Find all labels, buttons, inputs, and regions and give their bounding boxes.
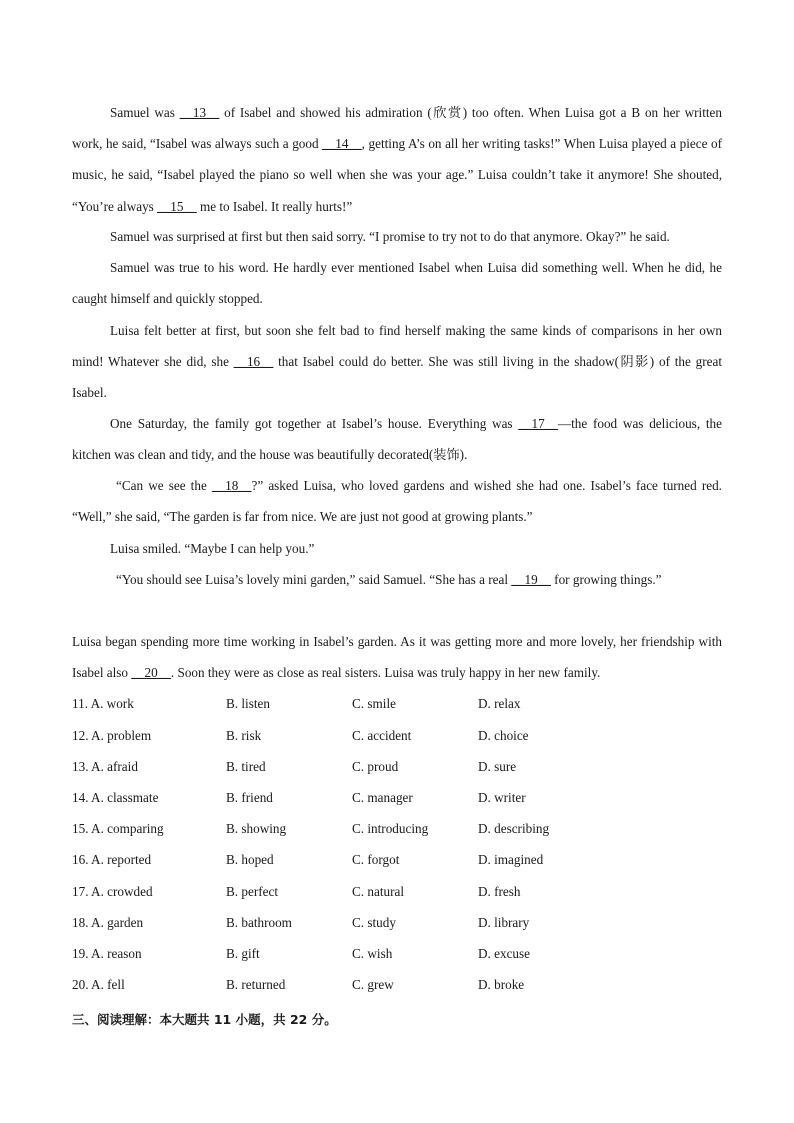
option-row-16 xyxy=(72,850,722,870)
option-b[interactable]: B. tired xyxy=(226,759,266,774)
paragraph-4 xyxy=(72,315,722,409)
option-c[interactable]: C. forgot xyxy=(352,852,400,867)
option-d[interactable]: D. broke xyxy=(478,977,525,992)
paragraph-1 xyxy=(72,97,722,222)
text: Samuel was xyxy=(110,105,180,120)
text: me to Isabel. It really hurts!” xyxy=(196,198,353,214)
option-a[interactable]: 11. A. work xyxy=(72,696,134,711)
option-a[interactable]: 18. A. garden xyxy=(72,915,144,930)
option-b[interactable]: B. returned xyxy=(226,977,286,992)
option-a[interactable]: 19. A. reason xyxy=(72,946,142,961)
paragraph-6 xyxy=(72,470,722,532)
option-row-20 xyxy=(72,975,722,995)
option-b[interactable]: B. risk xyxy=(226,728,262,743)
blank-20: __20__ xyxy=(131,665,171,681)
text: for growing things.” xyxy=(550,572,662,587)
paragraph-2: Samuel was surprised at first but then said sorry. “I promise to try not to do that anymore. Okay?” he said. xyxy=(110,229,670,244)
option-d[interactable]: D. choice xyxy=(478,728,529,743)
blank-17: __17__ xyxy=(518,416,558,431)
blank-18: __18__ xyxy=(211,478,252,493)
option-b[interactable]: B. hoped xyxy=(226,852,274,867)
option-c[interactable]: C. introducing xyxy=(352,821,429,836)
option-row-14 xyxy=(72,788,722,808)
blank-19: __19__ xyxy=(511,572,551,587)
option-a[interactable]: 13. A. afraid xyxy=(72,759,138,774)
option-a[interactable]: 16. A. reported xyxy=(72,852,152,867)
option-b[interactable]: B. friend xyxy=(226,790,273,805)
option-d[interactable]: D. excuse xyxy=(478,946,530,961)
blank-13: __13__ xyxy=(179,105,220,120)
text: ?” asked Luisa, who loved gardens and wished she had one. Isabel’s face turned red. “Well,” she said, “The garden is far from nice. We are just not good at growing plants.” xyxy=(72,478,722,525)
option-b[interactable]: B. bathroom xyxy=(226,915,292,930)
option-a[interactable]: 20. A. fell xyxy=(72,977,125,992)
option-row-19 xyxy=(72,944,722,964)
blank-16: __16__ xyxy=(233,354,274,370)
option-c[interactable]: C. study xyxy=(352,915,396,930)
text: , getting A’s on all her writing tasks!” When Luisa played a piece of music, he said, “Isabel played the piano so well when she was your age.” Luisa couldn’t take it anymore! She shouted, “You’re always xyxy=(72,136,722,214)
paragraph-3: Samuel was true to his word. He hardly ever mentioned Isabel when Luisa did something well. When he did, he caught himself and quickly stopped. xyxy=(72,260,722,307)
text: of Isabel and showed his admiration (欣赏) too often. When Luisa got a B on her written work, he said, “Isabel was always such a good xyxy=(72,105,722,152)
option-c[interactable]: C. natural xyxy=(352,884,405,899)
option-a[interactable]: 14. A. classmate xyxy=(72,790,159,805)
option-d[interactable]: D. fresh xyxy=(478,884,521,899)
blank-15: __15__ xyxy=(157,198,197,214)
option-row-18 xyxy=(72,913,722,933)
paragraph-9 xyxy=(72,626,722,688)
option-c[interactable]: C. smile xyxy=(352,696,396,711)
text: One Saturday, the family got together at Isabel’s house. Everything was xyxy=(110,416,519,431)
option-row-17 xyxy=(72,882,722,902)
option-row-15 xyxy=(72,819,722,839)
option-a[interactable]: 12. A. problem xyxy=(72,728,152,743)
text: “Can we see the xyxy=(116,478,212,493)
option-b[interactable]: B. listen xyxy=(226,696,270,711)
option-c[interactable]: C. wish xyxy=(352,946,393,961)
option-a[interactable]: 15. A. comparing xyxy=(72,821,164,836)
option-d[interactable]: D. library xyxy=(478,915,530,930)
paragraph-5 xyxy=(72,408,722,470)
option-b[interactable]: B. showing xyxy=(226,821,287,836)
text: “You should see Luisa’s lovely mini garden,” said Samuel. “She has a real xyxy=(116,572,512,587)
option-c[interactable]: C. proud xyxy=(352,759,399,774)
text: . Soon they were as close as real sisters. Luisa was truly happy in her new family. xyxy=(170,665,601,681)
text: Luisa felt better at first, but soon she felt bad to find herself making the same kinds of comparisons in her own mind! Whatever she did, she xyxy=(72,323,722,370)
option-c[interactable]: C. manager xyxy=(352,790,413,805)
option-a[interactable]: 17. A. crowded xyxy=(72,884,153,899)
option-d[interactable]: D. writer xyxy=(478,790,526,805)
option-d[interactable]: D. imagined xyxy=(478,852,544,867)
option-row-13 xyxy=(72,757,722,777)
option-d[interactable]: D. sure xyxy=(478,759,517,774)
option-d[interactable]: D. relax xyxy=(478,696,521,711)
option-row-11 xyxy=(72,694,722,714)
option-b[interactable]: B. gift xyxy=(226,946,260,961)
option-d[interactable]: D. describing xyxy=(478,821,550,836)
option-b[interactable]: B. perfect xyxy=(226,884,278,899)
paragraph-7: Luisa smiled. “Maybe I can help you.” xyxy=(110,541,315,556)
option-row-12 xyxy=(72,726,722,746)
option-c[interactable]: C. grew xyxy=(352,977,394,992)
text: Luisa began spending more time working in Isabel’s garden. As it was getting more and more lovely, her friendship with Isabel also xyxy=(72,634,722,681)
text: that Isabel could do better. She was still living in the shadow(阴影) of the great Isabel. xyxy=(72,354,722,401)
section-heading: 三、阅读理解：本大题共 11 小题，共 22 分。 xyxy=(72,1012,337,1027)
blank-14: __14__ xyxy=(322,136,362,152)
text: —the food was delicious, the kitchen was clean and tidy, and the house was beautifully decorated(装饰). xyxy=(72,416,722,463)
option-c[interactable]: C. accident xyxy=(352,728,412,743)
paragraph-8 xyxy=(72,564,722,595)
